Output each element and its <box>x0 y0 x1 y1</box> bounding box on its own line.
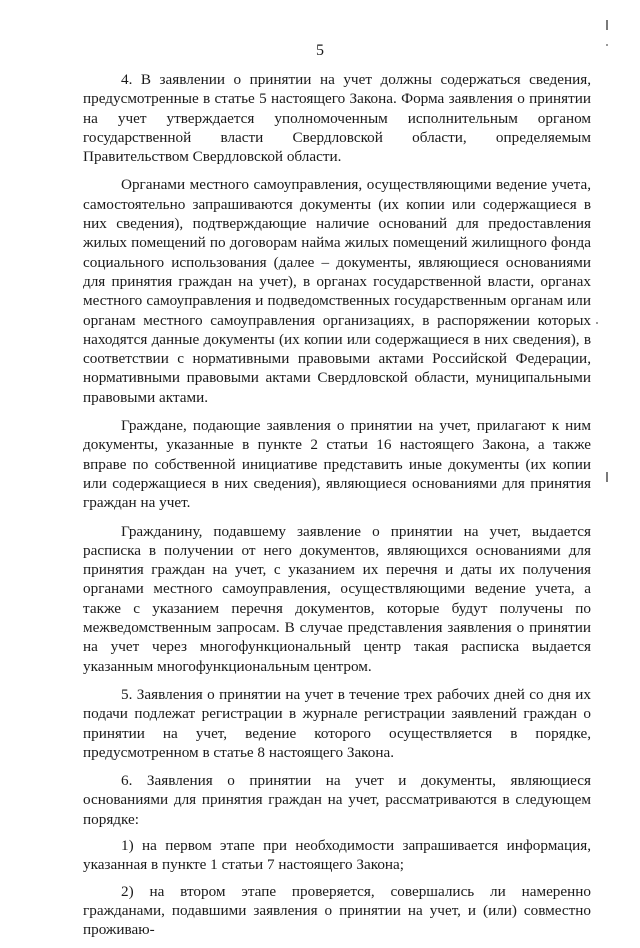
scan-edge-dot <box>606 44 608 46</box>
document-body <box>83 70 591 948</box>
list-item-stage-2: 2) на втором этапе проверяется, совершались ли намеренно гражданами, подавшими заявления о принятии на учет, и (или) совместно проживаю- <box>83 882 591 939</box>
paragraph-receipt-issued: Гражданину, подавшему заявление о принятии на учет, выдается расписка в получении от него документов, являющихся основаниями для принятия граждан на учет, с указанием их перечня и даты их получения органами местного самоуправления, осуществляющими ведение учета, а также с указанием перечня документов, которые будут получены по межведомственным запросам. В случае представления заявления о принятии на учет через многофункциональный центр такая расписка выдается указанным многофункциональным центром. <box>83 522 591 675</box>
paragraph-5-registration: 5. Заявления о принятии на учет в течение трех рабочих дней со дня их подачи подлежат регистрации в журнале регистрации заявлений граждан о принятии на учет, ведение которого осуществляется в порядке, предусмотренном в статье 8 настоящего Закона. <box>83 685 591 761</box>
scan-edge-dot <box>596 322 598 324</box>
scan-edge-mark <box>606 20 608 30</box>
paragraph-documents-requested: Органами местного самоуправления, осуществляющими ведение учета, самостоятельно запрашиваются документы (их копии или содержащиеся в них сведения), подтверждающие наличие оснований для предоставления жилых помещений по договорам найма жилых помещений жилищного фонда социального использования (далее – документы, являющиеся основаниями для принятия граждан на учет), в органах государственной власти, органах местного самоуправления и подведомственных государственным органам или органам местного самоуправления организациях, в распоряжении которых находятся данные документы (их копии или содержащиеся в них сведения), в соответствии с нормативными правовыми актами Российской Федерации, нормативными правовыми актами Свердловской области, муниципальными правовыми актами. <box>83 176 591 406</box>
page-number: 5 <box>316 42 324 59</box>
scan-edge-mark <box>606 472 608 482</box>
paragraph-6-review-order: 6. Заявления о принятии на учет и документы, являющиеся основаниями для принятия граждан на учет, рассматриваются в следующем порядке: <box>83 772 591 828</box>
list-item-stage-1: 1) на первом этапе при необходимости запрашивается информация, указанная в пункте 1 статьи 7 настоящего Закона; <box>83 836 591 874</box>
paragraph-citizens-attach-documents: Граждане, подающие заявления о принятии на учет, прилагают к ним документы, указанные в пункте 2 статьи 16 настоящего Закона, а также вправе по собственной инициативе представить иные документы (их копии или содержащиеся в них сведения), являющиеся основаниями для принятия граждан на учет. <box>83 417 591 512</box>
paragraph-4-application-content: 4. В заявлении о принятии на учет должны содержаться сведения, предусмотренные в статье 5 настоящего Закона. Форма заявления о принятии на учет утверждается уполномоченным исполнительным органом государственной власти Свердловской области, определяемым Правительством Свердловской области. <box>83 71 591 166</box>
